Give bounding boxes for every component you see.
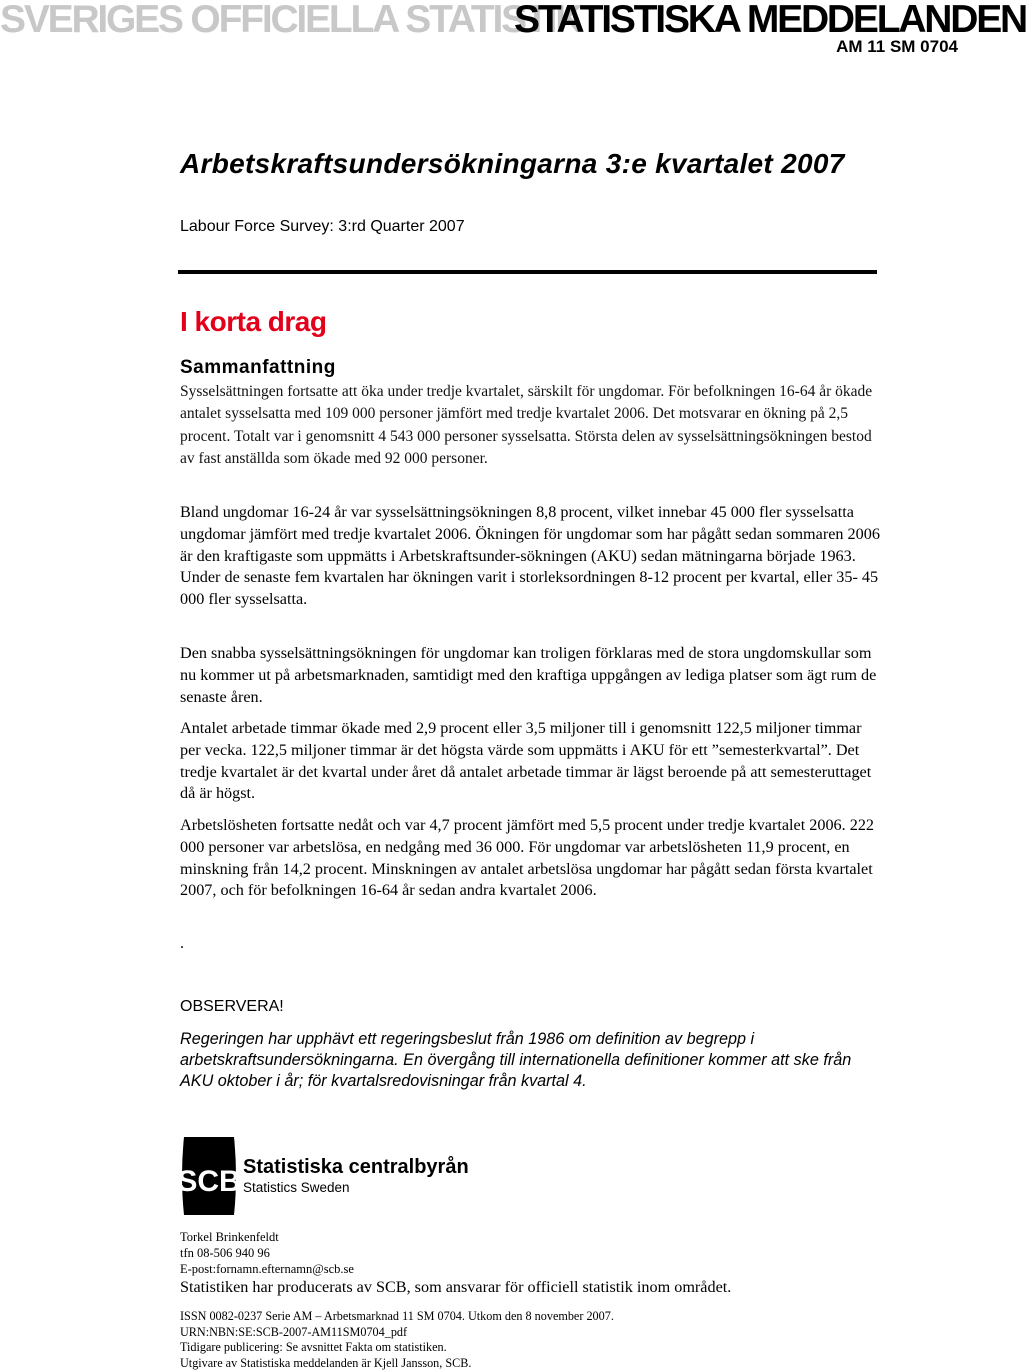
summary-paragraph: Sysselsättningen fortsatte att öka under tredje kvartalet, särskilt för ungdomar. För befolkningen 16-64 år ökade antalet sysselsatta med 109 000 personer jämfört med tredje kvartalet 2006. Det motsvarar en ökning på 2,5 procent. Totalt var i genomsnitt 4 543 000 personer sysselsatta. Största delen av sysselsättningsökningen bestod av fast anställda som ökade med 92 000 personer. xyxy=(180,383,873,467)
contact-block xyxy=(180,1229,354,1277)
summary-heading: Sammanfattning xyxy=(180,357,336,378)
title-divider xyxy=(178,270,877,274)
contact-email[interactable]: E-post:fornamn.efternamn@scb.se xyxy=(180,1262,354,1276)
scb-logo-letters: SCB xyxy=(177,1165,241,1198)
series-name-bold: STATISTISKA MEDDELANDEN xyxy=(514,0,1026,41)
colophon-issn: ISSN 0082-0237 Serie AM – Arbetsmarknad 11 SM 0704. Utkom den 8 november 2007. xyxy=(180,1309,614,1323)
logo-subtitle: Statistics Sweden xyxy=(243,1180,350,1195)
publication-code: AM 11 SM 0704 xyxy=(836,37,958,56)
document-title: Arbetskraftsundersökningarna 3:e kvartalet 2007 xyxy=(180,148,845,179)
paragraph-youth: Bland ungdomar 16-24 år var sysselsättningsökningen 8,8 procent, vilket innebar 45 000 fler sysselsatta ungdomar jämfört med tredje kvartalet 2006. Ökningen för ungdomar som har pågått sedan sommaren 2006 är den kraftigaste som uppmätts i Arbetskraftsunder-sökningen (AKU) sedan mätningarna började 1963. Under de senaste fem kvartalen har ökningen varit i storleksordningen 8-12 procent per kvartal, eller 35- 45 000 fler sysselsatta. xyxy=(180,503,880,609)
document-subtitle: Labour Force Survey: 3:rd Quarter 2007 xyxy=(180,218,465,235)
paragraph-hours: Antalet arbetade timmar ökade med 2,9 procent eller 3,5 miljoner till i genomsnitt 122,5 miljoner timmar per vecka. 122,5 miljoner timmar är det högsta värde som uppmätts i AKU för ett ”semesterkvartal”. Det tredje kvartalet är det kvartal under året då antalet arbetade timmar är lägst beroende på att semesteruttaget då är högst. xyxy=(180,719,872,803)
stray-dot: . xyxy=(180,935,184,952)
paragraph-unemployment: Arbetslösheten fortsatte nedåt och var 4,7 procent jämfört med 5,5 procent under tredje kvartalet 2006. 222 000 personer var arbetslösa, en nedgång med 36 000. För ungdomar var arbetslösheten 11,9 procent, en minskning från 14,2 procent. Minskningen av antalet arbetslösa ungdomar har pågått sedan första kvartalet 2007, och för befolkningen 16-64 år sedan andra kvartalet 2006. xyxy=(180,816,875,900)
paragraph-explanation: Den snabba sysselsättningsökningen för ungdomar kan troligen förklaras med de stora ungdomskullar som nu kommer ut på arbetsmarknaden, samtidigt med den kraftiga uppgången av lediga platser som ägt rum de senaste åren. xyxy=(180,644,877,706)
colophon-publisher: Utgivare av Statistiska meddelanden är Kjell Jansson, SCB. xyxy=(180,1356,472,1371)
contact-name: Torkel Brinkenfeldt xyxy=(180,1230,279,1244)
section-heading: I korta drag xyxy=(180,306,327,337)
colophon xyxy=(180,1309,614,1372)
series-name-grey: SVERIGES OFFICIELLA STATISTIK xyxy=(0,0,582,41)
notice-text: Regeringen har upphävt ett regeringsbeslut från 1986 om definition av begrepp i arbetskraftsundersökningarna. En övergång till internationella definitioner kommer att ske från AKU oktober i år; för kvartalsredovisningar från kvartal 4. xyxy=(180,1030,852,1090)
colophon-previous: Tidigare publicering: Se avsnittet Fakta om statistiken. xyxy=(180,1340,447,1355)
notice-heading: OBSERVERA! xyxy=(180,998,284,1015)
colophon-urn: URN:NBN:SE:SCB-2007-AM11SM0704_pdf xyxy=(180,1324,408,1339)
logo-wordmark: Statistiska centralbyrån xyxy=(243,1156,469,1178)
contact-phone: tfn 08-506 940 96 xyxy=(180,1246,270,1260)
producer-note: Statistiken har producerats av SCB, som ansvarar för officiell statistik inom området. xyxy=(180,1278,732,1296)
